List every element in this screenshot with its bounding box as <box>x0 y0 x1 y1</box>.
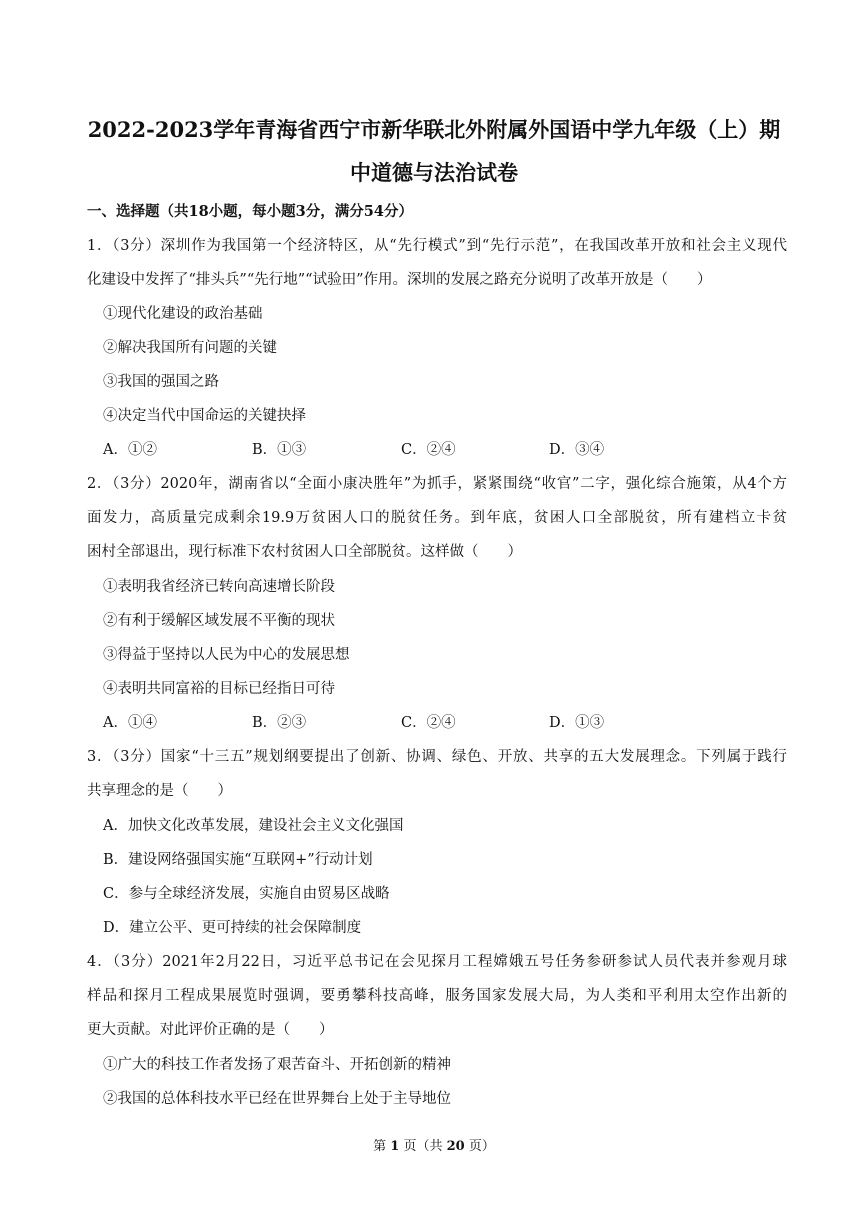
footer-prefix: 第 <box>373 1139 387 1154</box>
question-3-stem-line-2: 共享理念的是（ ） <box>87 783 232 799</box>
question-1-option-a[interactable]: A．①② <box>103 442 157 458</box>
question-4-stem-line-1: 4．（3分）2021年2月22日，习近平总书记在会见探月工程嫦娥五号任务参研参试人员代表并参观月球 <box>87 954 787 970</box>
question-2-item-1: ①表明我省经济已转向高速增长阶段 <box>103 579 335 595</box>
question-3-option-a[interactable]: A．加快文化改革发展，建设社会主义文化强国 <box>103 818 404 834</box>
footer-middle: 页（共 <box>403 1139 443 1154</box>
question-3-option-b[interactable]: B．建设网络强国实施“互联网+”行动计划 <box>103 852 373 868</box>
question-1-item-1: ①现代化建设的政治基础 <box>103 306 263 322</box>
question-2-option-c[interactable]: C．②④ <box>401 715 456 731</box>
question-1-options <box>103 439 663 461</box>
question-4-item-1: ①广大的科技工作者发扬了艰苦奋斗、开拓创新的精神 <box>103 1057 451 1073</box>
question-1-option-b[interactable]: B．①③ <box>252 442 307 458</box>
footer-suffix: 页） <box>468 1139 495 1154</box>
question-2-item-2: ②有利于缓解区域发展不平衡的现状 <box>103 613 335 629</box>
current-page-number: 1 <box>390 1139 400 1154</box>
question-1-stem-line-2: 化建设中发挥了“排头兵”“先行地”“试验田”作用。深圳的发展之路充分说明了改革开放是（ ） <box>87 272 712 288</box>
section-heading: 一、选择题（共18小题，每小题3分，满分54分） <box>87 203 413 220</box>
page-footer <box>0 1137 868 1157</box>
exam-title-line-1: 2022-2023学年青海省西宁市新华联北外附属外国语中学九年级（上）期 <box>87 117 781 142</box>
question-2-option-b[interactable]: B．②③ <box>252 715 307 731</box>
question-2-stem-line-1: 2．（3分）2020年，湖南省以“全面小康决胜年”为抓手，紧紧围绕“收官”二字，强化综合施策，从4个方 <box>87 476 787 492</box>
question-2-options <box>103 712 663 734</box>
question-2-option-a[interactable]: A．①④ <box>103 715 157 731</box>
question-1-item-4: ④决定当代中国命运的关键抉择 <box>103 408 306 424</box>
question-1-stem-line-1: 1．（3分）深圳作为我国第一个经济特区，从“先行模式”到“先行示范”，在我国改革开放和社会主义现代 <box>87 238 787 254</box>
exam-title-line-2: 中道德与法治试卷 <box>350 160 518 185</box>
question-2-stem-line-3: 困村全部退出，现行标准下农村贫困人口全部脱贫。这样做（ ） <box>87 544 522 560</box>
question-4-stem-line-2: 样品和探月工程成果展览时强调，要勇攀科技高峰，服务国家发展大局，为人类和平利用太空作出新的 <box>87 988 787 1004</box>
question-3-option-d[interactable]: D．建立公平、更可持续的社会保障制度 <box>103 920 362 936</box>
question-2-option-d[interactable]: D．①③ <box>549 715 605 731</box>
question-4-stem-line-3: 更大贡献。对此评价正确的是（ ） <box>87 1022 334 1038</box>
total-page-count: 20 <box>446 1139 465 1154</box>
question-2-stem-line-2: 面发力，高质量完成剩余19.9万贫困人口的脱贫任务。到年底，贫困人口全部脱贫，所有建档立卡贫 <box>87 510 787 526</box>
question-1-item-3: ③我国的强国之路 <box>103 374 219 390</box>
question-1-option-d[interactable]: D．③④ <box>549 442 605 458</box>
question-2-item-3: ③得益于坚持以人民为中心的发展思想 <box>103 647 350 663</box>
question-1-option-c[interactable]: C．②④ <box>401 442 456 458</box>
question-2-item-4: ④表明共同富裕的目标已经指日可待 <box>103 681 335 697</box>
question-3-option-c[interactable]: C．参与全球经济发展，实施自由贸易区战略 <box>103 886 390 902</box>
question-4-item-2: ②我国的总体科技水平已经在世界舞台上处于主导地位 <box>103 1091 451 1107</box>
question-3-stem-line-1: 3．（3分）国家“十三五”规划纲要提出了创新、协调、绿色、开放、共享的五大发展理念。下列属于践行 <box>87 749 787 765</box>
question-1-item-2: ②解决我国所有问题的关键 <box>103 340 277 356</box>
